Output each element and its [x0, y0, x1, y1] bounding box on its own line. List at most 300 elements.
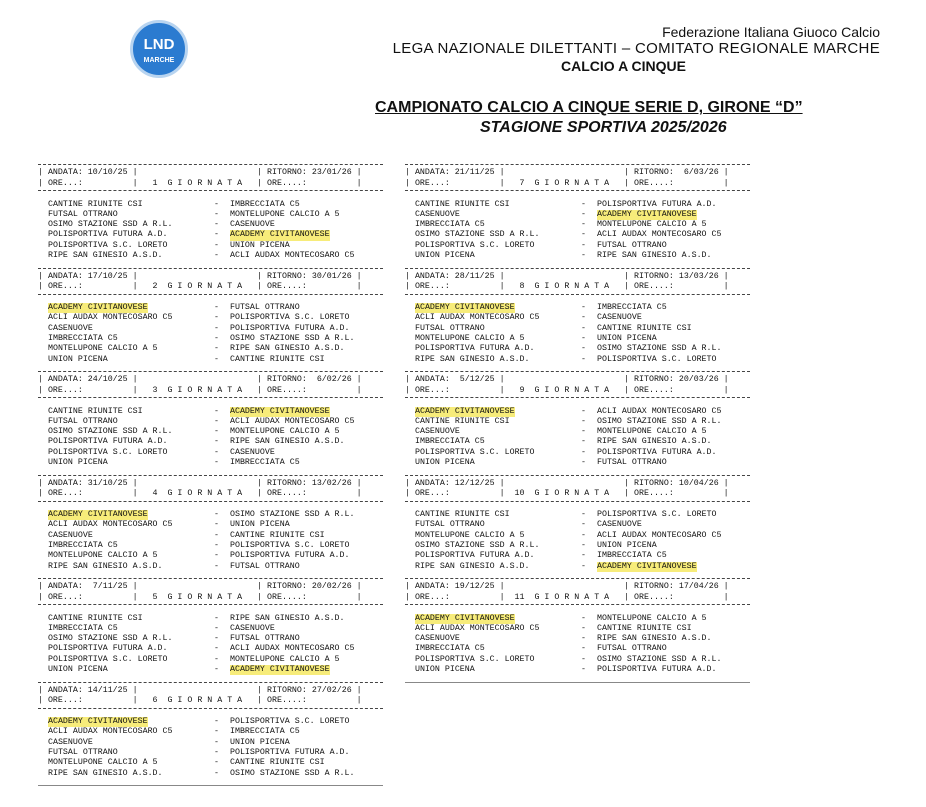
home-team: CASENUOVE	[48, 323, 93, 333]
separator-line	[38, 397, 383, 398]
sport-name: CALCIO A CINQUE	[561, 58, 686, 74]
away-team: OSIMO STAZIONE SSD A R.L.	[230, 768, 355, 778]
away-team: POLISPORTIVA S.C. LORETO	[597, 510, 717, 519]
match-row	[415, 303, 750, 313]
away-team: POLISPORTIVA FUTURA A.D.	[597, 447, 717, 457]
home-team: MONTELUPONE CALCIO A 5	[48, 551, 158, 561]
match-dash: -	[581, 561, 586, 571]
match-row	[415, 241, 750, 251]
away-team: ACADEMY CIVITANOVESE	[230, 230, 330, 240]
away-team: CANTINE RIUNITE CSI	[597, 323, 692, 333]
away-team: CANTINE RIUNITE CSI	[230, 354, 325, 364]
round-title-line: | ORE...: | 2 G I O R N A T A | ORE....: |	[38, 282, 362, 291]
away-team: POLISPORTIVA S.C. LORETO	[597, 354, 717, 364]
home-team: CASENUOVE	[415, 427, 460, 437]
away-team: IMBRECCIATA C5	[230, 199, 300, 209]
match-dash: -	[214, 303, 219, 312]
match-row	[48, 355, 383, 365]
round-block	[38, 576, 383, 680]
match-dash: -	[214, 510, 219, 519]
match-dash: -	[214, 561, 219, 571]
match-row	[48, 510, 383, 520]
match-dash: -	[214, 540, 219, 550]
match-dash: -	[581, 323, 586, 333]
match-row	[415, 520, 750, 530]
home-team: CANTINE RIUNITE CSI	[415, 416, 510, 426]
round-dates-line: | ANDATA: 28/11/25 | | RITORNO: 13/03/26 |	[405, 271, 729, 281]
separator-line	[38, 604, 383, 605]
match-row	[48, 200, 383, 210]
away-team: CANTINE RIUNITE CSI	[597, 623, 692, 633]
home-team: ACADEMY CIVITANOVESE	[48, 303, 148, 312]
match-dash: -	[214, 447, 219, 457]
match-row	[48, 551, 383, 561]
lnd-logo	[130, 20, 188, 78]
round-block	[405, 369, 750, 473]
match-row	[48, 665, 383, 675]
home-team: MONTELUPONE CALCIO A 5	[415, 530, 525, 540]
away-team: RIPE SAN GINESIO A.S.D.	[230, 437, 345, 447]
match-row	[415, 220, 750, 230]
away-team: CANTINE RIUNITE CSI	[230, 758, 325, 768]
match-dash: -	[214, 323, 219, 333]
round-dates-line: | ANDATA: 14/11/25 | | RITORNO: 27/02/26 |	[38, 685, 362, 695]
home-team: ACADEMY CIVITANOVESE	[415, 406, 515, 416]
match-dash: -	[214, 333, 219, 343]
away-team: UNION PICENA	[230, 520, 290, 530]
match-row	[48, 241, 383, 251]
home-team: IMBRECCIATA C5	[48, 540, 118, 550]
home-team: POLISPORTIVA FUTURA A.D.	[415, 344, 535, 354]
away-team: MONTELUPONE CALCIO A 5	[230, 654, 340, 664]
separator-line	[38, 475, 383, 476]
home-team: CANTINE RIUNITE CSI	[415, 510, 510, 519]
match-row	[48, 644, 383, 654]
separator-line	[405, 578, 750, 579]
separator-line	[405, 268, 750, 269]
home-team: FUTSAL OTTRANO	[48, 747, 118, 757]
away-team: CASENUOVE	[597, 520, 642, 530]
match-row	[48, 717, 383, 727]
match-row	[415, 427, 750, 437]
away-team: POLISPORTIVA FUTURA A.D.	[597, 665, 717, 674]
away-team: POLISPORTIVA S.C. LORETO	[230, 540, 350, 550]
home-team: UNION PICENA	[415, 458, 475, 467]
match-row	[48, 251, 383, 261]
home-team: ACLI AUDAX MONTECOSARO C5	[415, 313, 540, 323]
logo-text: LND	[143, 36, 175, 53]
away-team: POLISPORTIVA S.C. LORETO	[230, 313, 350, 323]
away-team: RIPE SAN GINESIO A.S.D.	[230, 344, 345, 354]
home-team: CASENUOVE	[415, 209, 460, 219]
away-team: OSIMO STAZIONE SSD A R.L.	[230, 510, 355, 519]
round-title-line: | ORE...: | 3 G I O R N A T A | ORE....: |	[38, 385, 362, 395]
match-dash: -	[581, 427, 586, 437]
home-team: UNION PICENA	[48, 665, 108, 674]
match-dash: -	[214, 520, 219, 530]
match-dash: -	[581, 644, 586, 654]
separator-line	[405, 164, 750, 165]
match-row	[415, 551, 750, 561]
away-team: FUTSAL OTTRANO	[230, 634, 300, 644]
match-row	[48, 624, 383, 634]
away-team: UNION PICENA	[230, 240, 290, 250]
match-row	[415, 634, 750, 644]
match-dash: -	[214, 416, 219, 426]
match-dash: -	[581, 437, 586, 447]
match-dash: -	[214, 240, 219, 250]
match-dash: -	[214, 717, 219, 726]
home-team: IMBRECCIATA C5	[48, 623, 118, 633]
home-team: UNION PICENA	[48, 458, 108, 467]
away-team: FUTSAL OTTRANO	[597, 240, 667, 250]
away-team: MONTELUPONE CALCIO A 5	[597, 427, 707, 437]
home-team: UNION PICENA	[415, 251, 475, 260]
round-title-line: | ORE...: | 1 G I O R N A T A | ORE....: |	[38, 178, 362, 188]
away-team: IMBRECCIATA C5	[230, 458, 300, 467]
match-row	[48, 427, 383, 437]
match-row	[415, 313, 750, 323]
home-team: ACADEMY CIVITANOVESE	[48, 717, 148, 726]
away-team: RIPE SAN GINESIO A.S.D.	[597, 437, 712, 447]
match-row	[48, 562, 383, 572]
round-title-line: | ORE...: | 5 G I O R N A T A | ORE....: |	[38, 592, 362, 602]
home-team: RIPE SAN GINESIO A.S.D.	[415, 561, 530, 571]
away-team: CASENUOVE	[230, 220, 275, 230]
match-dash: -	[214, 551, 219, 561]
match-dash: -	[214, 530, 219, 540]
round-dates-line: | ANDATA: 31/10/25 | | RITORNO: 13/02/26 |	[38, 478, 362, 488]
away-team: UNION PICENA	[597, 540, 657, 550]
season-subtitle: STAGIONE SPORTIVA 2025/2026	[480, 119, 727, 136]
match-dash: -	[581, 540, 586, 550]
match-row	[415, 334, 750, 344]
match-row	[415, 200, 750, 210]
match-row	[48, 437, 383, 447]
separator-line	[38, 708, 383, 709]
match-dash: -	[214, 758, 219, 768]
round-block	[405, 162, 750, 266]
home-team: UNION PICENA	[48, 354, 108, 364]
round-title-line: | ORE...: | 6 G I O R N A T A | ORE....: |	[38, 696, 362, 705]
home-team: RIPE SAN GINESIO A.S.D.	[48, 768, 163, 778]
match-row	[415, 324, 750, 334]
home-team: CASENUOVE	[415, 634, 460, 644]
match-dash: -	[581, 551, 586, 561]
home-team: POLISPORTIVA S.C. LORETO	[48, 447, 168, 457]
away-team: UNION PICENA	[230, 737, 290, 747]
match-row	[48, 520, 383, 530]
home-team: CASENUOVE	[48, 737, 93, 747]
match-row	[415, 644, 750, 654]
separator-line	[405, 371, 750, 372]
away-team: FUTSAL OTTRANO	[230, 303, 300, 312]
match-dash: -	[581, 520, 586, 530]
bottom-rule	[405, 682, 750, 683]
right-column	[405, 162, 750, 680]
away-team: MONTELUPONE CALCIO A 5	[597, 613, 707, 623]
match-row	[48, 541, 383, 551]
match-dash: -	[581, 313, 586, 323]
home-team: POLISPORTIVA FUTURA A.D.	[48, 230, 168, 240]
round-dates-line: | ANDATA: 12/12/25 | | RITORNO: 10/04/26 |	[405, 478, 729, 488]
home-team: ACLI AUDAX MONTECOSARO C5	[48, 313, 173, 323]
logo-subtext: MARCHE	[143, 57, 175, 64]
home-team: POLISPORTIVA FUTURA A.D.	[48, 644, 168, 654]
separator-line	[38, 501, 383, 502]
round-dates-line: | ANDATA: 21/11/25 | | RITORNO: 6/03/26 |	[405, 168, 729, 177]
away-team: ACLI AUDAX MONTECOSARO C5	[230, 251, 355, 260]
away-team: ACADEMY CIVITANOVESE	[230, 406, 330, 416]
round-block	[38, 266, 383, 370]
away-team: RIPE SAN GINESIO A.S.D.	[230, 613, 345, 623]
match-dash: -	[214, 199, 219, 209]
home-team: ACLI AUDAX MONTECOSARO C5	[415, 623, 540, 633]
separator-line	[38, 164, 383, 165]
home-team: POLISPORTIVA FUTURA A.D.	[415, 551, 535, 561]
match-row	[415, 665, 750, 675]
home-team: ACLI AUDAX MONTECOSARO C5	[48, 727, 173, 737]
match-dash: -	[214, 665, 219, 674]
match-row	[415, 437, 750, 447]
home-team: OSIMO STAZIONE SSD A R.L.	[48, 634, 173, 644]
match-dash: -	[581, 665, 586, 674]
home-team: IMBRECCIATA C5	[415, 220, 485, 230]
match-row	[48, 344, 383, 354]
home-team: MONTELUPONE CALCIO A 5	[48, 758, 158, 768]
round-dates-line: | ANDATA: 10/10/25 | | RITORNO: 23/01/26 |	[38, 168, 362, 177]
away-team: OSIMO STAZIONE SSD A R.L.	[597, 344, 722, 354]
match-dash: -	[214, 427, 219, 437]
away-team: POLISPORTIVA FUTURA A.D.	[230, 323, 350, 333]
match-dash: -	[581, 416, 586, 426]
match-row	[48, 324, 383, 334]
match-row	[415, 417, 750, 427]
away-team: FUTSAL OTTRANO	[597, 644, 667, 654]
away-team: RIPE SAN GINESIO A.S.D.	[597, 251, 712, 260]
match-dash: -	[581, 623, 586, 633]
home-team: POLISPORTIVA FUTURA A.D.	[48, 437, 168, 447]
separator-line	[405, 501, 750, 502]
match-row	[48, 769, 383, 779]
match-dash: -	[581, 199, 586, 209]
match-dash: -	[581, 220, 586, 230]
away-team: CASENUOVE	[230, 623, 275, 633]
home-team: IMBRECCIATA C5	[415, 644, 485, 654]
match-dash: -	[214, 354, 219, 364]
separator-line	[38, 190, 383, 191]
home-team: FUTSAL OTTRANO	[415, 520, 485, 530]
match-row	[48, 655, 383, 665]
home-team: CANTINE RIUNITE CSI	[48, 613, 143, 623]
match-dash: -	[214, 644, 219, 654]
bottom-rule	[38, 785, 383, 786]
match-row	[415, 355, 750, 365]
away-team: OSIMO STAZIONE SSD A R.L.	[230, 333, 355, 343]
match-dash: -	[214, 437, 219, 447]
round-block	[38, 680, 383, 784]
home-team: RIPE SAN GINESIO A.S.D.	[415, 354, 530, 364]
home-team: OSIMO STAZIONE SSD A R.L.	[48, 220, 173, 230]
away-team: ACLI AUDAX MONTECOSARO C5	[597, 406, 722, 416]
round-block	[405, 266, 750, 370]
match-dash: -	[214, 209, 219, 219]
round-title-line: | ORE...: | 11 G I O R N A T A | ORE....: |	[405, 592, 729, 602]
match-row	[415, 624, 750, 634]
match-row	[48, 230, 383, 240]
home-team: IMBRECCIATA C5	[415, 437, 485, 447]
home-team: IMBRECCIATA C5	[48, 333, 118, 343]
left-column	[38, 162, 383, 783]
separator-line	[38, 371, 383, 372]
match-dash: -	[581, 209, 586, 219]
match-row	[48, 417, 383, 427]
round-dates-line: | ANDATA: 7/11/25 | | RITORNO: 20/02/26 |	[38, 582, 362, 591]
away-team: MONTELUPONE CALCIO A 5	[230, 427, 340, 437]
match-row	[48, 531, 383, 541]
away-team: MONTELUPONE CALCIO A 5	[230, 209, 340, 219]
match-row	[48, 220, 383, 230]
match-row	[415, 448, 750, 458]
match-dash: -	[581, 354, 586, 364]
match-row	[415, 344, 750, 354]
match-dash: -	[581, 447, 586, 457]
match-row	[48, 614, 383, 624]
home-team: ACLI AUDAX MONTECOSARO C5	[48, 520, 173, 530]
match-dash: -	[214, 613, 219, 623]
match-dash: -	[581, 303, 586, 312]
away-team: IMBRECCIATA C5	[597, 303, 667, 312]
match-row	[415, 251, 750, 261]
match-dash: -	[214, 654, 219, 664]
match-dash: -	[214, 737, 219, 747]
match-row	[48, 407, 383, 417]
match-dash: -	[214, 406, 219, 416]
match-row	[48, 634, 383, 644]
away-team: ACADEMY CIVITANOVESE	[230, 665, 330, 674]
match-row	[48, 748, 383, 758]
away-team: FUTSAL OTTRANO	[230, 561, 300, 571]
match-dash: -	[581, 406, 586, 416]
round-title-line: | ORE...: | 8 G I O R N A T A | ORE....: |	[405, 282, 729, 291]
away-team: ACADEMY CIVITANOVESE	[597, 561, 697, 571]
match-dash: -	[214, 344, 219, 354]
round-dates-line: | ANDATA: 19/12/25 | | RITORNO: 17/04/26 |	[405, 582, 729, 591]
home-team: CANTINE RIUNITE CSI	[415, 199, 510, 209]
home-team: POLISPORTIVA S.C. LORETO	[48, 240, 168, 250]
home-team: FUTSAL OTTRANO	[48, 209, 118, 219]
away-team: ACLI AUDAX MONTECOSARO C5	[597, 530, 722, 540]
away-team: CASENUOVE	[230, 447, 275, 457]
separator-line	[405, 294, 750, 295]
away-team: OSIMO STAZIONE SSD A R.L.	[597, 416, 722, 426]
round-block	[38, 473, 383, 577]
away-team: OSIMO STAZIONE SSD A R.L.	[597, 654, 722, 664]
separator-line	[405, 397, 750, 398]
home-team: POLISPORTIVA S.C. LORETO	[48, 654, 168, 664]
round-title-line: | ORE...: | 10 G I O R N A T A | ORE....: |	[405, 489, 729, 498]
home-team: ACADEMY CIVITANOVESE	[48, 510, 148, 519]
round-block	[405, 473, 750, 577]
separator-line	[405, 604, 750, 605]
match-dash: -	[581, 230, 586, 240]
match-dash: -	[214, 623, 219, 633]
away-team: RIPE SAN GINESIO A.S.D.	[597, 634, 712, 644]
match-dash: -	[581, 510, 586, 519]
home-team: OSIMO STAZIONE SSD A R.L.	[415, 230, 540, 240]
match-row	[415, 210, 750, 220]
match-dash: -	[581, 634, 586, 644]
round-dates-line: | ANDATA: 17/10/25 | | RITORNO: 30/01/26 |	[38, 271, 362, 281]
home-team: OSIMO STAZIONE SSD A R.L.	[415, 540, 540, 550]
separator-line	[38, 294, 383, 295]
home-team: UNION PICENA	[415, 665, 475, 674]
match-row	[415, 510, 750, 520]
home-team: OSIMO STAZIONE SSD A R.L.	[48, 427, 173, 437]
federation-name: Federazione Italiana Giuoco Calcio	[662, 24, 880, 40]
home-team: POLISPORTIVA S.C. LORETO	[415, 240, 535, 250]
match-row	[415, 531, 750, 541]
separator-line	[405, 190, 750, 191]
match-dash: -	[214, 313, 219, 323]
away-team: UNION PICENA	[597, 333, 657, 343]
match-dash: -	[581, 613, 586, 623]
round-dates-line: | ANDATA: 5/12/25 | | RITORNO: 20/03/26 |	[405, 375, 729, 384]
match-dash: -	[581, 251, 586, 260]
round-dates-line: | ANDATA: 24/10/25 | | RITORNO: 6/02/26 |	[38, 375, 362, 384]
away-team: POLISPORTIVA FUTURA A.D.	[597, 199, 717, 209]
home-team: MONTELUPONE CALCIO A 5	[48, 344, 158, 354]
round-title-line: | ORE...: | 7 G I O R N A T A | ORE....: |	[405, 178, 729, 188]
match-row	[48, 303, 383, 313]
match-row	[48, 727, 383, 737]
match-row	[48, 738, 383, 748]
away-team: ACLI AUDAX MONTECOSARO C5	[230, 416, 355, 426]
home-team: CASENUOVE	[48, 530, 93, 540]
match-row	[48, 458, 383, 468]
away-team: POLISPORTIVA S.C. LORETO	[230, 717, 350, 726]
match-row	[48, 210, 383, 220]
match-row	[415, 562, 750, 572]
home-team: CANTINE RIUNITE CSI	[48, 406, 143, 416]
home-team: RIPE SAN GINESIO A.S.D.	[48, 251, 163, 260]
match-dash: -	[214, 458, 219, 467]
match-row	[415, 541, 750, 551]
match-row	[415, 614, 750, 624]
match-dash: -	[214, 768, 219, 778]
match-row	[48, 334, 383, 344]
match-dash: -	[581, 240, 586, 250]
home-team: ACADEMY CIVITANOVESE	[415, 303, 515, 312]
page-title: CAMPIONATO CALCIO A CINQUE SERIE D, GIRONE “D”	[375, 99, 803, 116]
match-dash: -	[581, 530, 586, 540]
match-dash: -	[581, 458, 586, 467]
separator-line	[38, 578, 383, 579]
match-dash: -	[214, 727, 219, 737]
home-team: ACADEMY CIVITANOVESE	[415, 613, 515, 623]
home-team: RIPE SAN GINESIO A.S.D.	[48, 561, 163, 571]
away-team: CANTINE RIUNITE CSI	[230, 530, 325, 540]
match-dash: -	[214, 747, 219, 757]
away-team: ACADEMY CIVITANOVESE	[597, 209, 697, 219]
match-row	[415, 458, 750, 468]
league-name: LEGA NAZIONALE DILETTANTI – COMITATO REGIONALE MARCHE	[392, 40, 880, 57]
match-row	[48, 313, 383, 323]
match-dash: -	[214, 230, 219, 240]
home-team: FUTSAL OTTRANO	[48, 416, 118, 426]
away-team: ACLI AUDAX MONTECOSARO C5	[230, 644, 355, 654]
home-team: POLISPORTIVA S.C. LORETO	[415, 654, 535, 664]
